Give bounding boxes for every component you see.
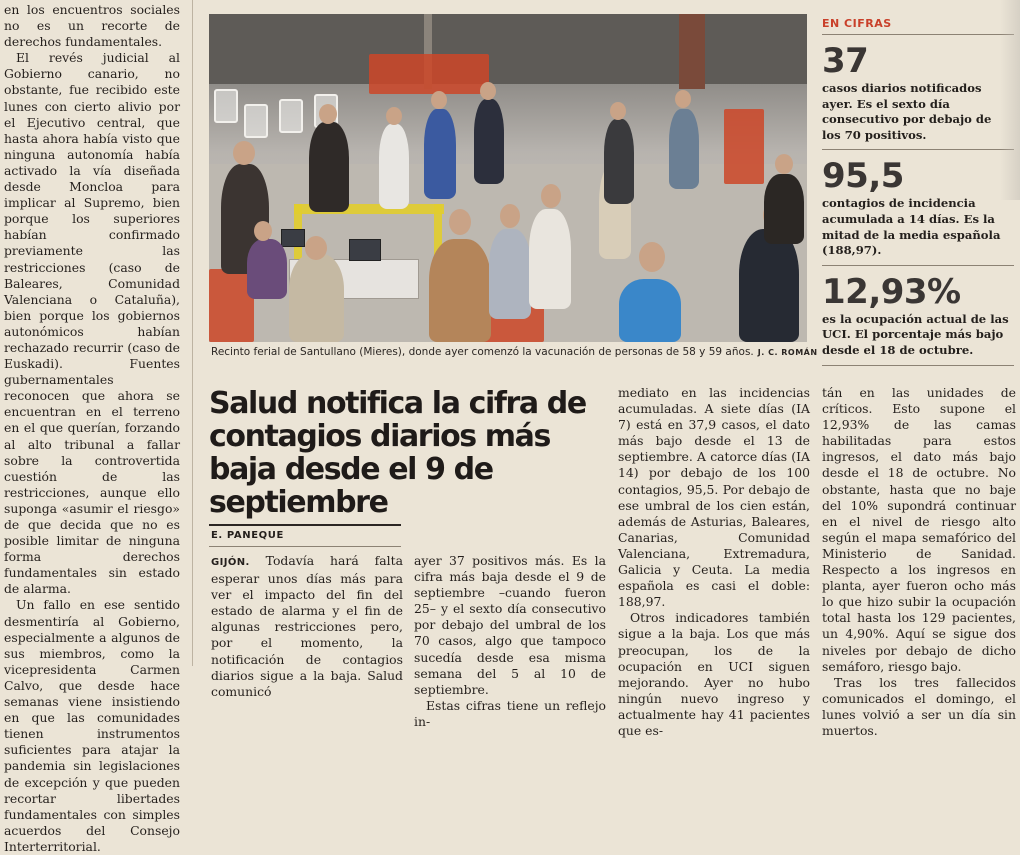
paragraph: mediato en las incidencias acumuladas. A siete días (IA 7) está en 37,9 casos, el dato más bajo desde el 13 de septiembre. A catorce días (IA 14) por debajo de los 100 contagios, 95,5. Por debajo de ese umbral de los cien están, además de Asturias, Baleares, Canarias, Comunidad Valenciana, Extremadura, Galicia y Ceuta. La media española es casi el doble: 188,97. [618,385,810,610]
paragraph-text: Todavía hará falta esperar unos días más para ver el impacto del fin del estado de alarma y el fin de algunas restricciones pero, por el momento, la notificación de contagios diarios sigue a la baja. Salud comunicó [211,553,403,699]
paragraph: Un fallo en ese sentido desmentiría al Gobierno, especialmente a algunos de sus miembros, como la vicepresidenta Carmen Calvo, que desde hace semanas viene insistiendo en que las comunidades tienen instrumentos suficientes para atajar la pandemia sin legislaciones de excepción y que pueden recortar libertades fundamentales con simples acuerdos del Consejo Interterritorial. [4,597,180,854]
figure-text: es la ocupación actual de las UCI. El porcentaje más bajo desde el 18 de octubre. [822,311,1009,357]
byline: E. PANEQUE [211,530,284,541]
figure-divider [822,265,1014,266]
figure-text: contagios de incidencia acumulada a 14 días. Es la mitad de la media española (188,97). [822,196,1001,258]
column-divider [192,0,193,666]
figure-number: 12,93% [822,271,961,312]
paragraph: Estas cifras tiene un reflejo in- [414,697,606,729]
paragraph: en los encuentros sociales no es un recorte de derechos fundamentales. [4,2,180,50]
article-column-1 [211,553,403,699]
figure-text: casos diarios notificados ayer. Es el sexto día consecutivo por debajo de los 70 positivos. [822,81,992,142]
photo-caption [211,346,818,358]
paragraph: Tras los tres fallecidos comunicados el domingo, el lunes volvió a ser un día sin muertos. [822,674,1016,738]
byline-rule [209,524,401,526]
dateline: GIJÓN. [211,557,250,568]
news-photo [209,14,807,342]
figure-divider [822,365,1014,366]
paragraph: Otros indicadores también sigue a la baja. Los que más preocupan, los de la ocupación en UCI siguen mejorando. Ayer no hubo ningún nuevo ingreso y actualmente hay 41 pacientes que es- [618,610,810,738]
sidebar-rule [822,34,1014,35]
article-column-2 [414,553,606,729]
paragraph: tán en las unidades de críticos. Esto supone el 12,93% de las camas habilitadas para estos ingresos, el dato más bajo desde el 18 de octubre. No obstante, hasta que no baje del 10% supondrá continuar en el nivel de riesgo alto según el mapa semafórico del Ministerio de Sanidad. Respecto a los ingresos en planta, ayer fueron ocho más lo que hizo subir la ocupación total hasta los 129 pacientes, un 4,90%. Aquí se sigue dos niveles por debajo de dicho semáforo, riesgo bajo. [822,385,1016,674]
caption-text: Recinto ferial de Santullano (Mieres), donde ayer comenzó la vacunación de personas de 58 y 59 años. [211,346,754,358]
page-edge-shadow [1000,0,1020,200]
paragraph [211,553,403,700]
figures-sidebar [822,12,1014,366]
figure-divider [822,149,1014,150]
left-article-column [4,2,180,854]
photo-credit: J. C. ROMÁN [757,348,818,357]
byline-rule [209,546,401,547]
figure-number: 37 [822,41,869,81]
article-column-4 [822,385,1016,738]
article-headline: Salud notifica la cifra de contagios diarios más baja desde el 9 de septiembre [209,386,586,520]
figure-number: 95,5 [822,156,904,197]
article-column-3 [618,385,810,738]
paragraph: ayer 37 positivos más. Es la cifra más baja desde el 9 de septiembre –cuando fueron 25– y el sexto día consecutivo por debajo del umbral de los 70 casos, algo que tampoco sucedía desde esa misma semana del 5 al 10 de septiembre. [414,553,606,697]
sidebar-label: EN CIFRAS [822,17,892,30]
paragraph: El revés judicial al Gobierno canario, no obstante, fue recibido este lunes con cierto alivio por el Ejecutivo central, que hasta ahora había visto que ninguna autonomía había activado la vía diseñada desde Moncloa para implicar al Supremo, bien porque los superiores habían confirmado previamente las restricciones (caso de Baleares, Comunidad Valenciana o Cataluña), bien porque los gobiernos autonómicos habían rechazado recurrir (caso de Euskadi). Fuentes gubernamentales reconocen que ahora se encuentran en el terreno en el que querían, forzando al alto tribunal a fallar sobre la controvertida cuestión de las restricciones, aunque ello suponga «asumir el riesgo» de que decida que no es posible limitar de ninguna forma derechos fundamentales sin estado de alarma. [4,50,180,597]
